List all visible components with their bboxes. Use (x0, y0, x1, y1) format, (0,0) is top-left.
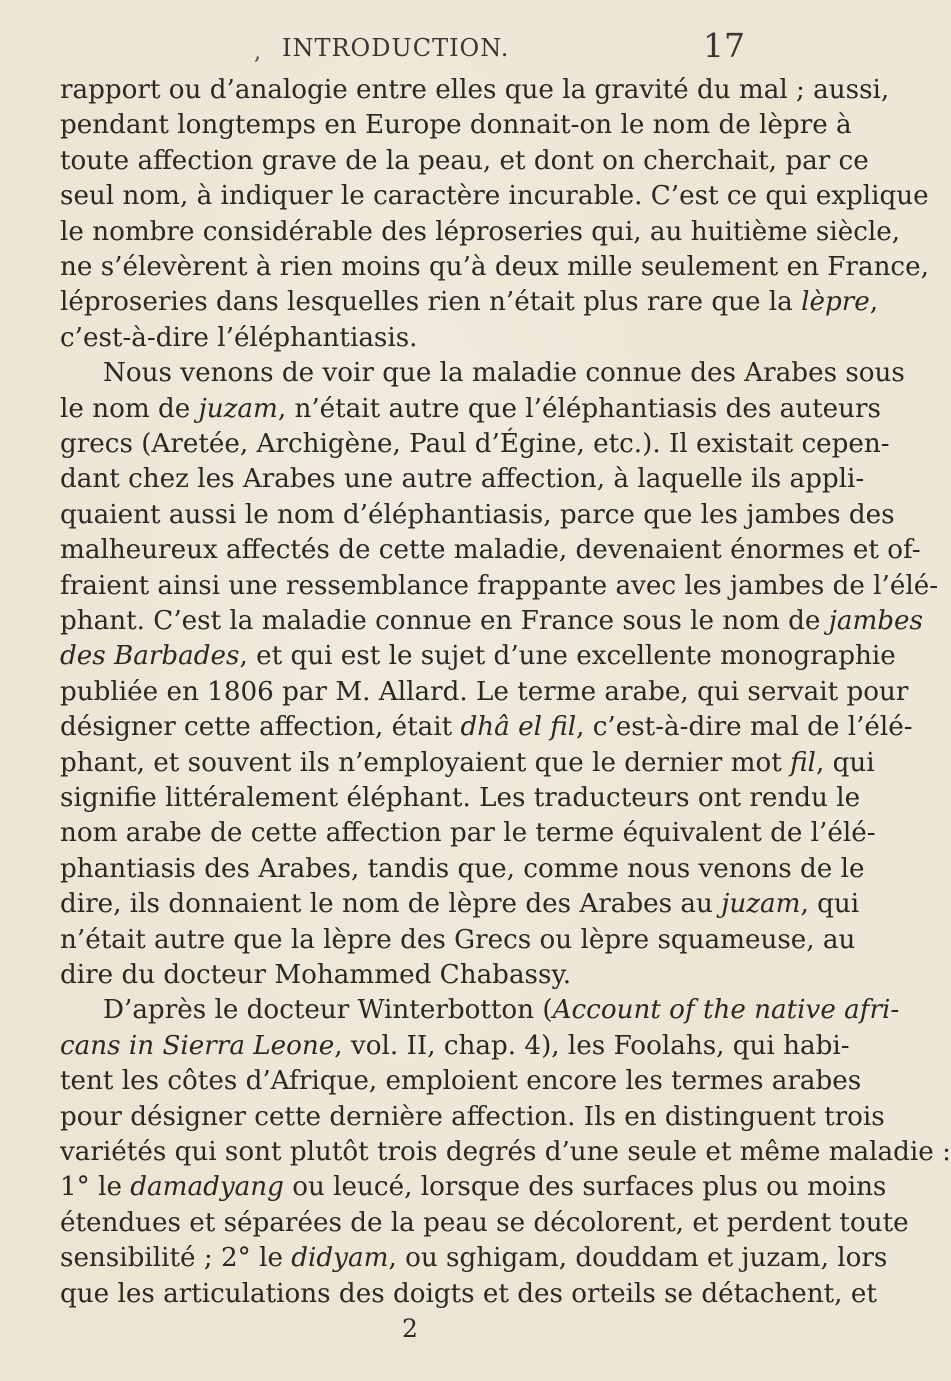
text-line: grecs (Aretée, Archigène, Paul d’Égine, etc.). Il existait cepen- (60, 429, 890, 459)
text-line: tent les côtes d’Afrique, emploient encore les termes arabes (60, 1066, 862, 1096)
text-line: phantiasis des Arabes, tandis que, comme nous venons de le (60, 854, 865, 884)
text-line: pour désigner cette dernière affection. Ils en distinguent trois (60, 1102, 885, 1132)
text-line: seul nom, à indiquer le caractère incurable. C’est ce qui explique (60, 181, 929, 211)
margin-mark: , (254, 40, 261, 65)
running-title: INTRODUCTION. (282, 34, 510, 62)
text-line: 1° le damadyang ou leucé, lorsque des surfaces plus ou moins (60, 1172, 887, 1202)
text-line: rapport ou d’analogie entre elles que la gravité du mal ; aussi, (60, 75, 890, 105)
text-line: sensibilité ; 2° le didyam, ou sghigam, douddam et juzam, lors (60, 1243, 888, 1273)
text-line: n’était autre que la lèpre des Grecs ou lèpre squameuse, au (60, 925, 856, 955)
text-line: désigner cette affection, était dhâ el fil, c’est-à-dire mal de l’élé- (60, 712, 913, 742)
text-line: dant chez les Arabes une autre affection, à laquelle ils appli- (60, 464, 865, 494)
text-line: dire du docteur Mohammed Chabassy. (60, 960, 572, 990)
text-line: ne s’élevèrent à rien moins qu’à deux mille seulement en France, (60, 252, 929, 282)
text-line: c’est-à-dire l’éléphantiasis. (60, 323, 418, 353)
text-line: nom arabe de cette affection par le terme équivalent de l’élé- (60, 818, 876, 848)
text-line: pendant longtemps en Europe donnait-on le nom de lèpre à (60, 110, 852, 140)
text-line: le nombre considérable des léproseries qui, au huitième siècle, (60, 217, 901, 247)
page-header (0, 22, 800, 65)
page-number: 17 (703, 26, 745, 65)
text-line: phant, et souvent ils n’employaient que le dernier mot fil, qui (60, 748, 875, 778)
paragraph-start: D’après le docteur Winterbotton (Account of the native afri- (103, 995, 900, 1025)
text-line: signifie littéralement éléphant. Les traducteurs ont rendu le (60, 783, 861, 813)
text-line: léproseries dans lesquelles rien n’était plus rare que la lèpre, (60, 287, 879, 317)
text-line: fraient ainsi une ressemblance frappante avec les jambes de l’élé- (60, 571, 939, 601)
text-line: le nom de juzam, n’était autre que l’éléphantiasis des auteurs (60, 394, 881, 424)
text-line: dire, ils donnaient le nom de lèpre des Arabes au juzam, qui (60, 889, 860, 919)
text-line: cans in Sierra Leone, vol. II, chap. 4), les Foolahs, qui habi- (60, 1031, 850, 1061)
text-line: toute affection grave de la peau, et dont on cherchait, par ce (60, 146, 869, 176)
signature-mark: 2 (402, 1314, 418, 1343)
text-line: quaient aussi le nom d’éléphantiasis, parce que les jambes des (60, 500, 895, 530)
text-line: malheureux affectés de cette maladie, devenaient énormes et of- (60, 535, 921, 565)
text-line: phant. C’est la maladie connue en France sous le nom de jambes (60, 606, 923, 636)
text-line: publiée en 1806 par M. Allard. Le terme arabe, qui servait pour (60, 677, 909, 707)
paragraph-start: Nous venons de voir que la maladie connue des Arabes sous (103, 358, 905, 388)
text-line: des Barbades, et qui est le sujet d’une excellente monographie (60, 641, 896, 671)
text-line: étendues et séparées de la peau se décolorent, et perdent toute (60, 1208, 909, 1238)
text-line: variétés qui sont plutôt trois degrés d’une seule et même maladie : (60, 1137, 951, 1167)
text-line-last: que les articulations des doigts et des orteils se détachent, et (60, 1279, 877, 1309)
